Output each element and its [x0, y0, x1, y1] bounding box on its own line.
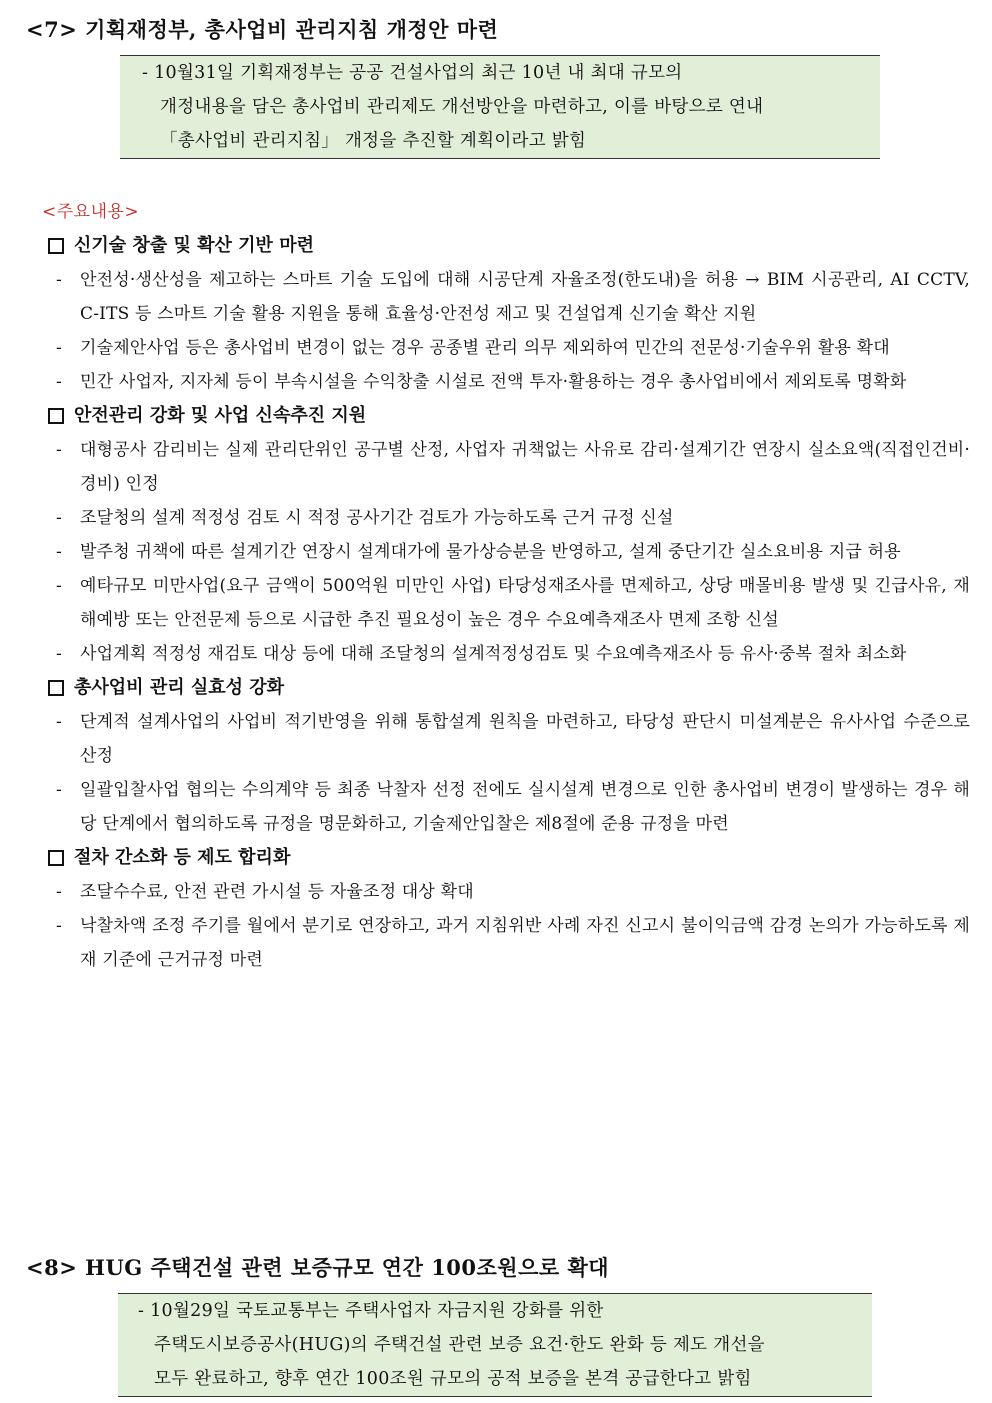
list-item: [46, 433, 970, 501]
dash-bullet: -: [56, 916, 62, 936]
list-item: [46, 773, 970, 841]
list-item: [46, 365, 970, 399]
summary-line: 주택도시보증공사(HUG)의 주택건설 관련 보증 요건·한도 완화 등 제도 개선을: [154, 1335, 765, 1355]
summary-line: 개정내용을 담은 총사업비 관리제도 개선방안을 마련하고, 이를 바탕으로 연내: [160, 97, 764, 117]
list-item: [46, 875, 970, 909]
item-text: 기술제안사업 등은 총사업비 변경이 없는 경우 공종별 관리 의무 제외하여 민간의 전문성·기술우위 활용 확대: [80, 338, 890, 358]
item-text: 조달청의 설계 적정성 검토 시 적정 공사기간 검토가 가능하도록 근거 규정 신설: [80, 508, 674, 528]
list-item: [46, 909, 970, 977]
list-item: [46, 331, 970, 365]
list-item: [46, 637, 970, 671]
category-heading: [46, 841, 970, 875]
dash-bullet: -: [56, 372, 62, 392]
list-item: [46, 569, 970, 637]
item-text: 예타규모 미만사업(요구 금액이 500억원 미만인 사업) 타당성재조사를 면제하고, 상당 매몰비용 발생 및 긴급사유, 재해예방 또는 안전문제 등으로 시급한 추진 필요성이 높은 경우 수요예측재조사 면제 조항 신설: [80, 576, 970, 630]
checkbox-square-icon: [48, 408, 64, 424]
summary-line: - 10월29일 국토교통부는 주택사업자 자금지원 강화를 위한: [138, 1301, 604, 1321]
main-content: [46, 229, 970, 977]
summary-line: - 10월31일 기획재정부는 공공 건설사업의 최근 10년 내 최대 규모의: [142, 63, 683, 83]
checkbox-square-icon: [48, 680, 64, 696]
item-text: 단계적 설계사업의 사업비 적기반영을 위해 통합설계 원칙을 마련하고, 타당성 판단시 미설계분은 유사사업 수준으로 산정: [80, 712, 970, 766]
summary-line: 모두 완료하고, 향후 연간 100조원 규모의 공적 보증을 본격 공급한다고 밝힘: [154, 1369, 752, 1389]
item-text: 조달수수료, 안전 관련 가시설 등 자율조정 대상 확대: [80, 882, 474, 902]
list-item: [46, 705, 970, 773]
category-heading: [46, 229, 970, 263]
item-text: 사업계획 적정성 재검토 대상 등에 대해 조달청의 설계적정성검토 및 수요예측재조사 등 유사·중복 절차 최소화: [80, 644, 907, 664]
checkbox-square-icon: [48, 850, 64, 866]
dash-bullet: -: [56, 576, 62, 596]
section-8-title: <8> HUG 주택건설 관련 보증규모 연간 100조원으로 확대: [26, 1255, 610, 1280]
dash-bullet: -: [56, 644, 62, 664]
dash-bullet: -: [56, 712, 62, 732]
dash-bullet: -: [56, 882, 62, 902]
item-text: 대형공사 감리비는 실제 관리단위인 공구별 산정, 사업자 귀책없는 사유로 감리·설계기간 연장시 실소요액(직접인건비·경비) 인정: [80, 440, 970, 494]
section-7-summary: [120, 55, 880, 159]
item-text: 일괄입찰사업 협의는 수의계약 등 최종 낙찰자 선정 전에도 실시설계 변경으로 인한 총사업비 변경이 발생하는 경우 해당 단계에서 협의하도록 규정을 명문화하고, 기술제안입찰은 제8절에 준용 규정을 마련: [80, 780, 970, 834]
item-text: 발주청 귀책에 따른 설계기간 연장시 설계대가에 물가상승분을 반영하고, 설계 중단기간 실소요비용 지급 허용: [80, 542, 901, 562]
section-8-summary: [118, 1293, 872, 1397]
category-heading: [46, 399, 970, 433]
category-title: 안전관리 강화 및 사업 신속추진 지원: [74, 405, 367, 426]
category-heading: [46, 671, 970, 705]
checkbox-square-icon: [48, 238, 64, 254]
dash-bullet: -: [56, 542, 62, 562]
dash-bullet: -: [56, 338, 62, 358]
dash-bullet: -: [56, 508, 62, 528]
category-title: 신기술 창출 및 확산 기반 마련: [74, 235, 314, 256]
item-text: 민간 사업자, 지자체 등이 부속시설을 수익창출 시설로 전액 투자·활용하는 경우 총사업비에서 제외토록 명확화: [80, 372, 907, 392]
list-item: [46, 263, 970, 331]
dash-bullet: -: [56, 270, 62, 290]
category-title: 총사업비 관리 실효성 강화: [74, 677, 285, 698]
summary-line: 「총사업비 관리지침」 개정을 추진할 계획이라고 밝힘: [160, 131, 587, 151]
dash-bullet: -: [56, 440, 62, 460]
item-text: 낙찰차액 조정 주기를 월에서 분기로 연장하고, 과거 지침위반 사례 자진 신고시 불이익금액 감경 논의가 가능하도록 제재 기준에 근거규정 마련: [80, 916, 970, 970]
category-title: 절차 간소화 등 제도 합리화: [74, 847, 291, 868]
dash-bullet: -: [56, 780, 62, 800]
list-item: [46, 501, 970, 535]
main-content-label: <주요내용>: [42, 202, 140, 222]
section-7-title: <7> 기획재정부, 총사업비 관리지침 개정안 마련: [26, 17, 499, 42]
list-item: [46, 535, 970, 569]
item-text: 안전성·생산성을 제고하는 스마트 기술 도입에 대해 시공단계 자율조정(한도내)을 허용 → BIM 시공관리, AI CCTV, C-ITS 등 스마트 기술 활용 지원을 통해 효율성·안전성 제고 및 건설업계 신기술 확산 지원: [80, 270, 970, 324]
